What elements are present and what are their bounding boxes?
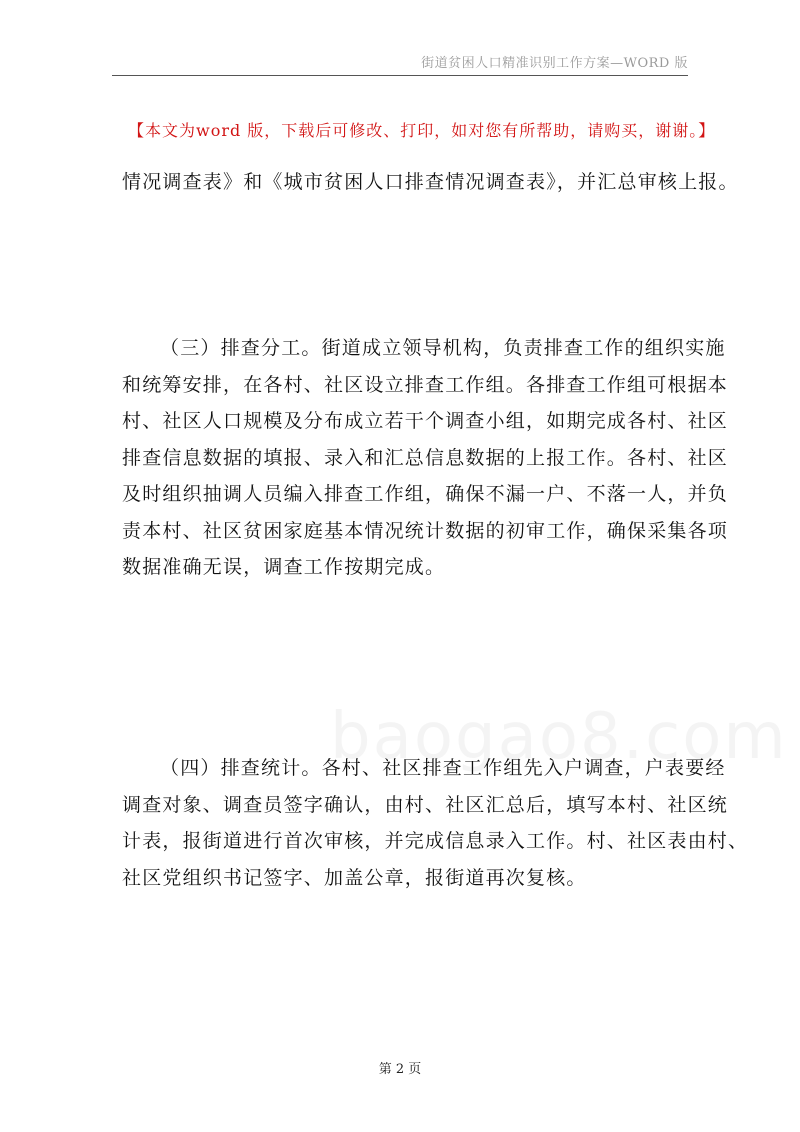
paragraph-line: 情况调查表》和《城市贫困人口排查情况调查表》，并汇总审核上报。 xyxy=(122,171,739,193)
paragraph-line: 排查信息数据的填报、录入和汇总信息数据的上报工作。各村、社区 xyxy=(122,446,729,469)
paragraph-line: 数据准确无误，调查工作按期完成。 xyxy=(122,556,446,578)
paragraph-investigation-division xyxy=(122,330,729,586)
header-divider xyxy=(112,75,688,76)
paragraph-continuation xyxy=(122,164,739,201)
paragraph-line: 及时组织抽调人员编入排查工作组，确保不漏一户、不落一人，并负 xyxy=(122,483,729,505)
page-number: 第 2 页 xyxy=(378,1062,422,1077)
running-header: 街道贫困人口精准识别工作方案—WORD 版 xyxy=(421,56,688,71)
paragraph-line: 计表，报街道进行首次审核，并完成信息录入工作。村、社区表由村、 xyxy=(122,830,749,852)
paragraph-investigation-statistics xyxy=(122,750,749,896)
paragraph-line: 和统筹安排，在各村、社区设立排查工作组。各排查工作组可根据本 xyxy=(122,373,729,396)
paragraph-line: （三）排查分工。街道成立领导机构，负责排查工作的组织实施 xyxy=(160,337,726,359)
paragraph-line: 调查对象、调查员签字确认，由村、社区汇总后，填写本村、社区统 xyxy=(122,793,729,816)
paragraph-line: 村、社区人口规模及分布成立若干个调查小组，如期完成各村、社区 xyxy=(122,410,729,432)
paragraph-line: 社区党组织书记签字、加盖公章，报街道再次复核。 xyxy=(122,866,587,889)
download-notice: 【本文为word 版，下载后可修改、打印，如对您有所帮助，请购买，谢谢。】 xyxy=(128,121,716,140)
paragraph-line: （四）排查统计。各村、社区排查工作组先入户调查，户表要经 xyxy=(160,757,726,779)
paragraph-line: 责本村、社区贫困家庭基本情况统计数据的初审工作，确保采集各项 xyxy=(122,519,729,542)
